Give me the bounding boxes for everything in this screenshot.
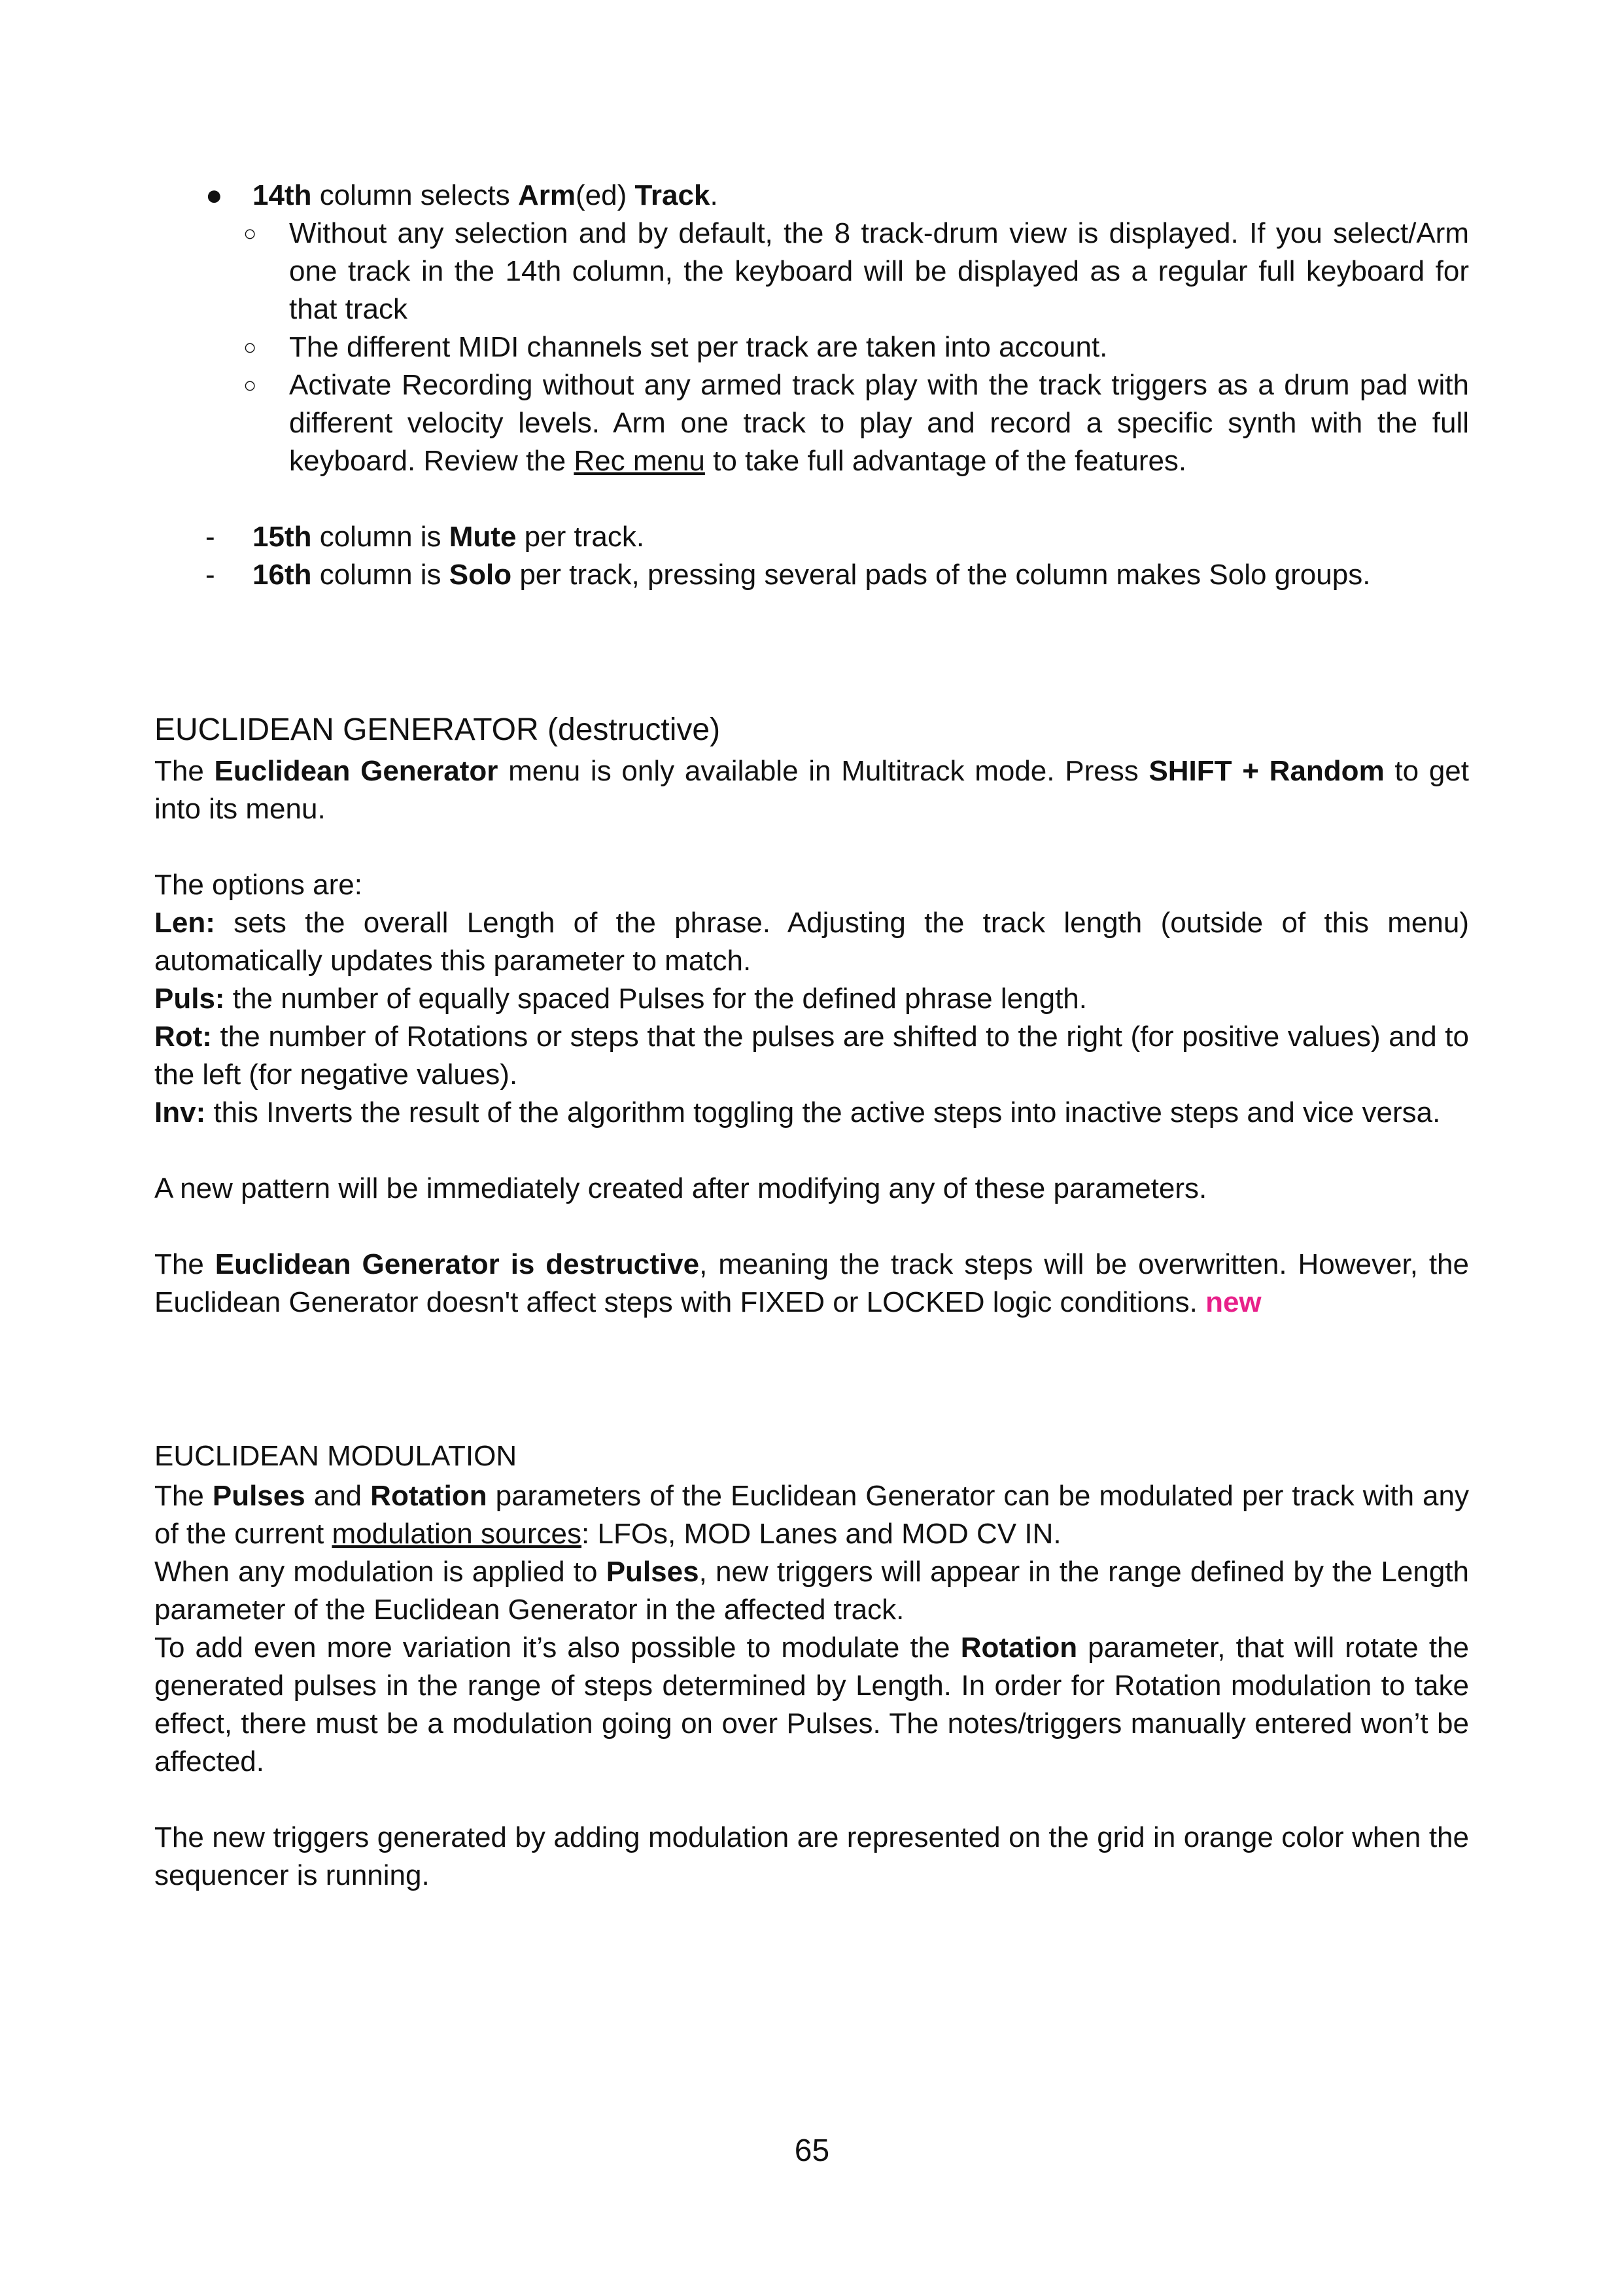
manual-page [154, 177, 1469, 1895]
modulation-paragraph-sources: The Pulses and Rotation parameters of the Euclidean Generator can be modulated per track with any of the current modulation sources: LFOs, MOD Lanes and MOD CV IN. [154, 1480, 1469, 1550]
dash-marker: - [205, 559, 215, 591]
modulation-paragraph-rotation: To add even more variation it’s also possible to modulate the Rotation parameter, that will rotate the generated pulses in the range of steps determined by Length. In order for Rotation modulation to take effect, there must be a modulation going on over Pulses. The notes/triggers manually entered won’t be affected. [154, 1632, 1469, 1778]
sub-bullet-marker: ○ [243, 221, 257, 246]
rec-menu-link[interactable]: Rec menu [574, 445, 705, 477]
bullet-marker: ● [205, 179, 223, 211]
option-rot: Rot: the number of Rotations or steps that the pulses are shifted to the right (for positive values) and to the left (for negative values). [154, 1021, 1469, 1091]
dash-marker: - [205, 521, 215, 553]
destructive-note: The Euclidean Generator is destructive, meaning the track steps will be overwritten. However, the Euclidean Generator doesn't affect steps with FIXED or LOCKED logic conditions. new [154, 1248, 1469, 1318]
pattern-note: A new pattern will be immediately created after modifying any of these parameters. [154, 1172, 1207, 1204]
euclidean-generator-intro: The Euclidean Generator menu is only available in Multitrack mode. Press SHIFT + Random to get into its menu. [154, 755, 1470, 825]
sub-bullet-marker: ○ [243, 373, 257, 398]
option-len: Len: sets the overall Length of the phrase. Adjusting the track length (outside of this menu) automatically updates this parameter to match. [154, 907, 1469, 977]
arm-sub-bullet-recording: ○ Activate Recording without any armed track play with the track triggers as a drum pad with different velocity levels. Arm one track to play and record a specific synth with the full keyboard. Review the Rec menu to take full advantage of the features. [154, 366, 1469, 480]
page-number: 65 [794, 2133, 830, 2168]
option-puls: Puls: the number of equally spaced Pulses for the defined phrase length. [154, 983, 1087, 1015]
modulation-paragraph-pulses: When any modulation is applied to Pulses, new triggers will appear in the range defined by the Length parameter of the Euclidean Generator in the affected track. [154, 1556, 1469, 1626]
euclidean-modulation-heading: EUCLIDEAN MODULATION [154, 1440, 517, 1472]
arm-sub-bullet-midi-channels: ○ The different MIDI channels set per track are taken into account. [154, 328, 1469, 366]
euclidean-generator-heading: EUCLIDEAN GENERATOR (destructive) [154, 712, 721, 747]
arm-sub-bullet-default-view: ○ Without any selection and by default, the 8 track-drum view is displayed. If you select/Arm one track in the 14th column, the keyboard will be displayed as a regular full keyboard for that track [154, 215, 1469, 328]
arm-track-bullet: ● 14th column selects Arm(ed) Track. [154, 177, 1469, 215]
new-badge: new [1205, 1286, 1262, 1318]
modulation-paragraph-orange: The new triggers generated by adding modulation are represented on the grid in orange color when the sequencer is running. [154, 1821, 1469, 1891]
sub-bullet-marker: ○ [243, 335, 257, 360]
solo-column-item: - 16th column is Solo per track, pressing several pads of the column makes Solo groups. [154, 556, 1469, 594]
modulation-sources-link[interactable]: modulation sources [332, 1518, 582, 1550]
options-title: The options are: [154, 869, 362, 901]
option-inv: Inv: this Inverts the result of the algorithm toggling the active steps into inactive steps and vice versa. [154, 1096, 1441, 1129]
mute-column-item: - 15th column is Mute per track. [154, 518, 1469, 556]
